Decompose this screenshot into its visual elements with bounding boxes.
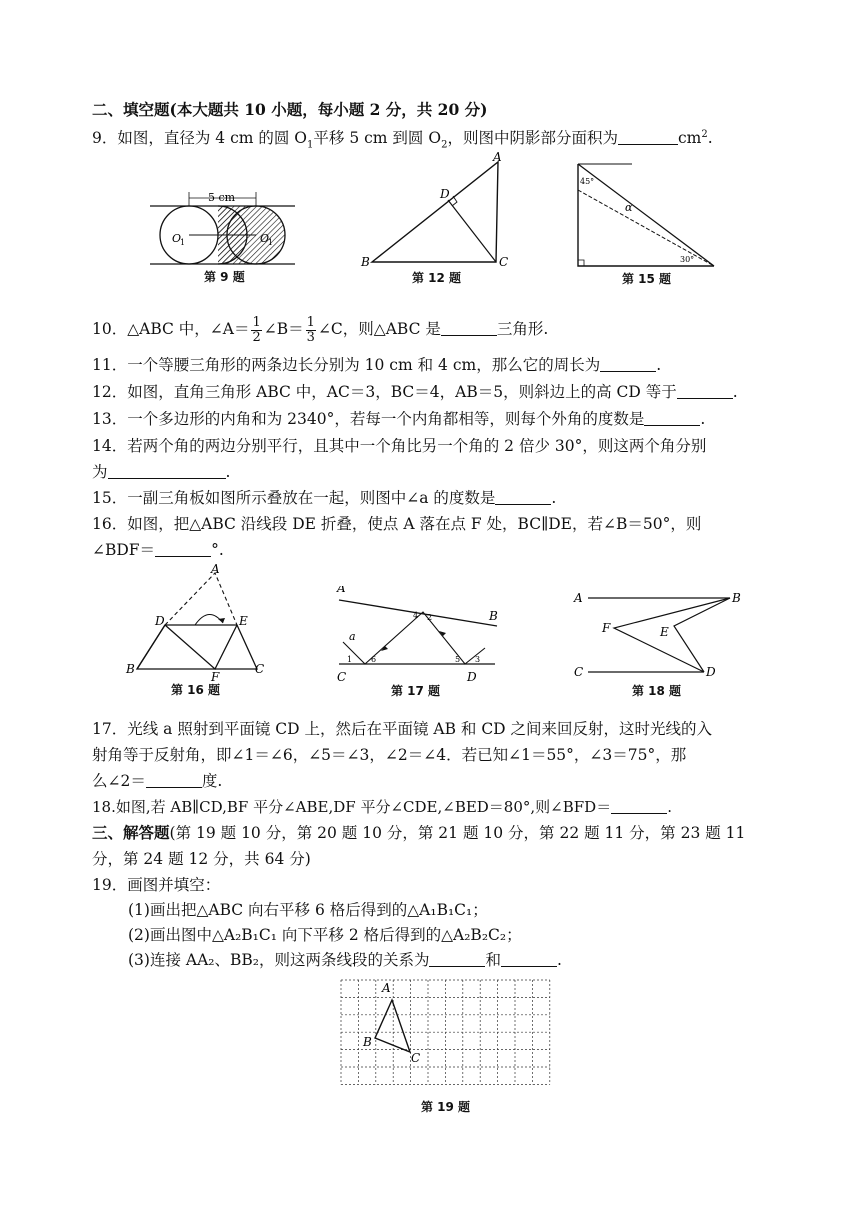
figure-17-caption: 第 17 题 (391, 684, 441, 698)
question-17-line1: 17．光线 a 照射到平面镜 CD 上，然后在平面镜 AB 和 CD 之间来回反射，这时光线的入 (92, 720, 713, 738)
svg-text:E: E (239, 614, 248, 628)
svg-text:1: 1 (347, 655, 353, 664)
svg-text:C: C (337, 670, 347, 682)
section-heading-solve-line2: 分，第 24 题 12 分，共 64 分) (92, 850, 311, 868)
grid-lines (341, 980, 550, 1084)
answer-blank (155, 542, 211, 557)
answer-blank (501, 952, 557, 967)
fraction-one-third: $\frac{1}{3}$ (306, 314, 315, 345)
svg-text:C: C (574, 665, 584, 679)
question-19-title: 19．画图并填空： (92, 876, 221, 894)
figure-19 (333, 976, 563, 1116)
svg-text:A: A (337, 586, 346, 595)
figure-19-caption: 第 19 题 (421, 1100, 471, 1114)
svg-text:E: E (660, 625, 669, 639)
svg-text:B: B (732, 591, 741, 605)
figure-16 (125, 563, 270, 703)
svg-text:D: D (706, 665, 716, 679)
svg-text:A: A (493, 150, 502, 164)
svg-text:D: D (440, 187, 450, 201)
figure-18 (570, 586, 750, 702)
answer-blank (611, 799, 667, 814)
figure-15 (570, 160, 720, 288)
fraction-one-half: $\frac{1}{2}$ (252, 314, 261, 345)
question-11: 11．一个等腰三角形的两条边长分别为 10 cm 和 4 cm，那么它的周长为 . (92, 356, 662, 374)
svg-text:4: 4 (413, 611, 419, 620)
question-16-line2: ∠BDF＝ °. (92, 541, 224, 559)
answer-blank (618, 130, 678, 145)
svg-text:1: 1 (268, 238, 274, 247)
svg-text:A: A (574, 591, 583, 605)
svg-text:D: D (155, 614, 165, 628)
answer-blank (600, 357, 656, 372)
question-17-line2: 射角等于反射角，即∠1＝∠6，∠5＝∠3，∠2＝∠4．若已知∠1＝55°，∠3＝75°，那 (92, 746, 687, 764)
figure-15-caption: 第 15 题 (622, 272, 672, 286)
question-14-line1: 14．若两个角的两边分别平行，且其中一个角比另一个角的 2 倍少 30°，则这两个角分别 (92, 437, 707, 455)
svg-text:D: D (467, 670, 477, 682)
svg-text:F: F (602, 621, 611, 635)
answer-blank (146, 773, 202, 788)
figure-12 (360, 150, 520, 285)
question-19-part1: (1)画出把△ABC 向右平移 6 格后得到的△A₁B₁C₁； (128, 901, 488, 919)
section-heading-solve: 三、解答题(第 19 题 10 分，第 20 题 10 分，第 21 题 10 分，第 22 题 11 分，第 23 题 11 (92, 823, 746, 842)
svg-text:A: A (382, 981, 391, 995)
question-18: 18.如图,若 AB∥CD,BF 平分∠ABE,DF 平分∠CDE,∠BED＝80°,则∠BFD＝ . (92, 798, 672, 816)
grid-figure (333, 976, 563, 1094)
svg-text:O: O (260, 232, 270, 245)
question-10: 10．△ABC 中，∠A＝ $\frac{1}{2}$ ∠B＝ $\frac{1}{3}$ ∠C，则△ABC 是 三角形. (92, 314, 549, 345)
figure-17 (335, 586, 505, 701)
question-19-part2: (2)画出图中△A₂B₁C₁ 向下平移 2 格后得到的△A₂B₂C₂； (128, 926, 522, 944)
svg-text:B: B (126, 662, 135, 676)
svg-text:5: 5 (455, 655, 461, 664)
figure-9-caption: 第 9 题 (204, 270, 245, 284)
question-17-line3: 么∠2＝ 度. (92, 772, 223, 790)
svg-text:O: O (172, 232, 182, 245)
svg-text:6: 6 (371, 655, 377, 664)
question-19-part3: (3)连接 AA₂、BB₂，则这两条线段的关系为 和 . (128, 951, 562, 969)
answer-blank (495, 490, 551, 505)
svg-text:B: B (363, 1035, 372, 1049)
svg-text:30°: 30° (680, 255, 695, 264)
figure-9 (150, 188, 300, 284)
svg-text:a: a (349, 630, 356, 643)
answer-blank (441, 321, 497, 336)
svg-text:α: α (625, 201, 633, 214)
svg-text:C: C (255, 662, 265, 676)
svg-text:A: A (211, 563, 220, 576)
question-14-line2: 为 . (92, 463, 231, 481)
figure-16-caption: 第 16 题 (171, 683, 221, 697)
svg-text:B: B (489, 609, 498, 623)
question-12: 12．如图，直角三角形 ABC 中，AC＝3，BC＝4，AB＝5，则斜边上的高 CD 等于 . (92, 383, 738, 401)
svg-text:3: 3 (475, 655, 481, 664)
figure-18-caption: 第 18 题 (632, 684, 682, 698)
answer-blank (429, 952, 485, 967)
question-9: 9．如图，直径为 4 cm 的圆 $O_1$平移 5 cm 到圆 $O_2$，则图中阴影部分面积为 $cm^2$. (92, 129, 713, 151)
figure-12-caption: 第 12 题 (412, 271, 462, 285)
svg-text:C: C (411, 1051, 421, 1065)
triangle-abc (375, 1000, 410, 1052)
svg-text:1: 1 (180, 238, 186, 247)
svg-text:2: 2 (427, 613, 433, 622)
answer-blank (644, 411, 700, 426)
svg-text:45°: 45° (580, 177, 595, 186)
question-15: 15．一副三角板如图所示叠放在一起，则图中∠a 的度数是 . (92, 489, 557, 507)
svg-text:B: B (361, 255, 370, 268)
answer-blank (108, 464, 226, 479)
answer-blank (677, 384, 733, 399)
question-13: 13．一个多边形的内角和为 2340°，若每一个内角都相等，则每个外角的度数是 . (92, 410, 706, 428)
svg-text:F: F (211, 670, 220, 681)
section-heading-fill-in: 二、填空题(本大题共 10 小题，每小题 2 分，共 20 分) (92, 100, 488, 119)
question-16-line1: 16．如图，把△ABC 沿线段 DE 折叠，使点 A 落在点 F 处，BC∥DE，若∠B＝50°，则 (92, 515, 702, 533)
svg-text:5 cm: 5 cm (208, 191, 236, 204)
svg-text:C: C (499, 255, 509, 268)
